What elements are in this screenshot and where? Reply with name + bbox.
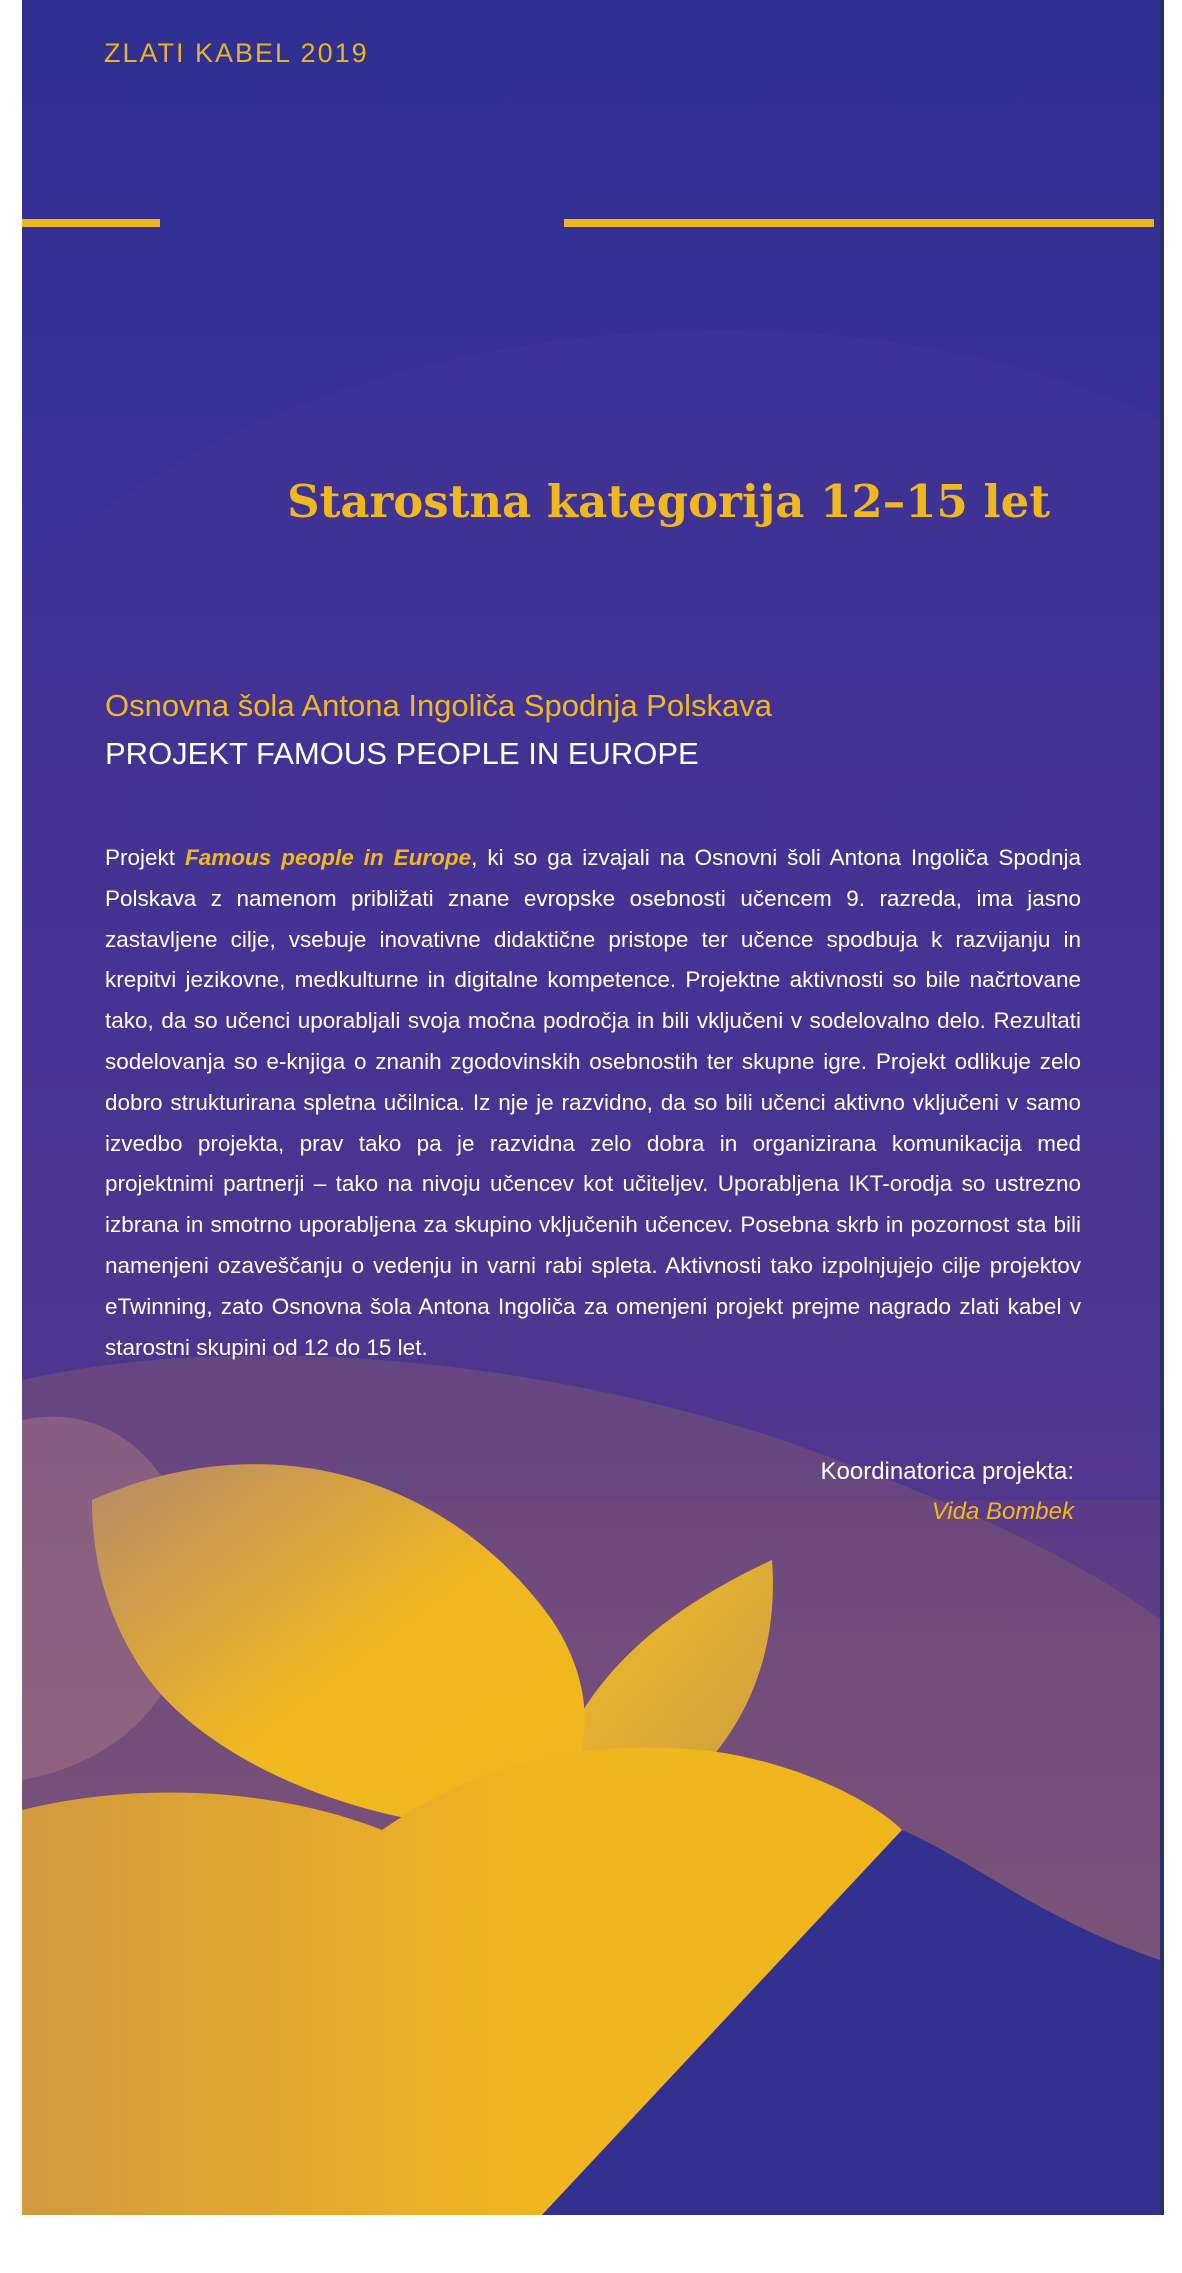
description-text: , ki so ga izvajali na Osnovni šoli Antona Ingoliča Spodnja Polskava z namenom približati znane evropske osebnosti učencem 9. razreda, ima jasno zastavljene cilje, vsebuje inovativne didaktične pristope ter učence spodbuja k razvijanju in krepitvi jezikovne, medkulturne in digitalne kompetence. Projektne aktivnosti so bile načrtovane tako, da so učenci uporabljali svoja močna področja in bili vključeni v sodelovalno delo. Rezultati sodelovanja so e-knjiga o znanih zgodovinskih osebnostih ter skupne igre. Projekt odlikuje zelo dobro strukturirana spletna učilnica. Iz nje je razvidno, da so bili učenci aktivno vključeni v samo izvedbo projekta, prav tako pa je razvidna zelo dobra in organizirana komunikacija med projektnimi partnerji – tako na nivoju učencev kot učiteljev. Uporabljena IKT-orodja so ustrezno izbrana in smotrno uporabljena za skupino vključenih učencev. Posebna skrb in pozornost sta bili namenjeni ozaveščanju o vedenju in varni rabi spleta. Aktivnosti tako izpolnjujejo cilje projektov eTwinning, zato Osnovna šola Antona Ingoliča za omenjeni projekt prejme nagrado zlati kabel v starostni skupini od 12 do 15 let. <box>105 845 1081 1360</box>
school-name: Osnovna šola Antona Ingoliča Spodnja Polskava <box>105 688 772 723</box>
header-label: ZLATI KABEL 2019 <box>104 38 369 68</box>
page-edge <box>1160 0 1164 2215</box>
coordinator-label: Koordinatorica projekta: <box>820 1458 1074 1485</box>
category-title: Starostna kategorija 12–15 let <box>287 475 1050 528</box>
description-prefix: Projekt <box>105 845 185 870</box>
project-description <box>105 838 1081 1368</box>
project-name-highlight: Famous people in Europe <box>184 845 472 870</box>
accent-line-left <box>22 219 160 227</box>
accent-line-right <box>564 219 1154 227</box>
project-title: PROJEKT FAMOUS PEOPLE IN EUROPE <box>105 736 699 771</box>
award-page <box>22 0 1160 2215</box>
coordinator-name: Vida Bombek <box>931 1498 1074 1525</box>
